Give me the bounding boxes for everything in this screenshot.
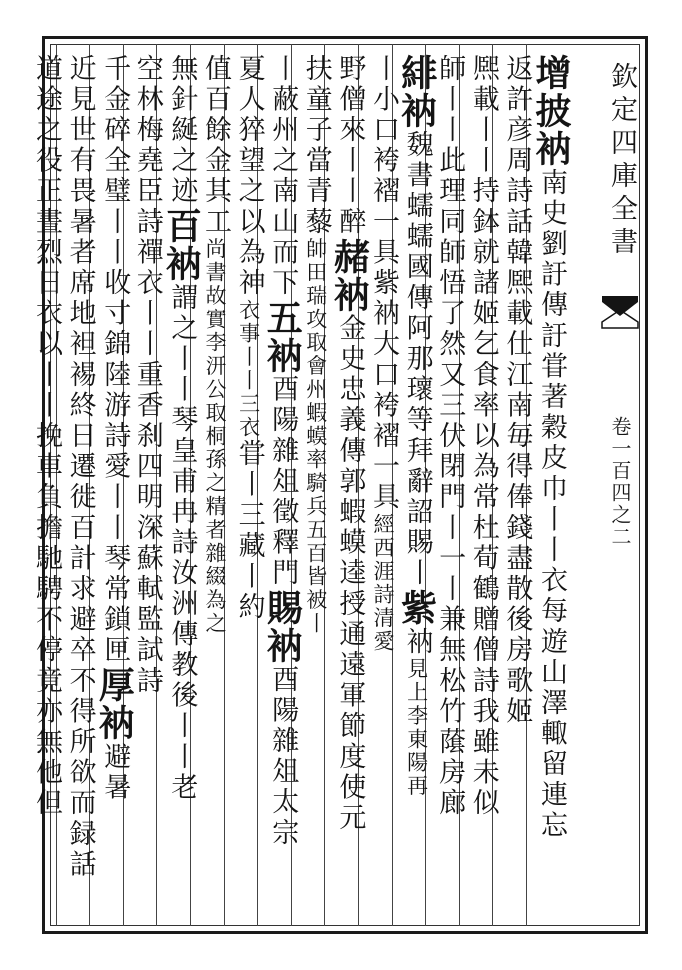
body-text: 值百餘金其工 [200,54,231,238]
book-title: 欽定四庫全書 [606,62,637,260]
entry-heading: 厚衲 [93,666,136,742]
body-text: 南史劉訏傳訏甞著穀皮巾丨丨衣每遊山澤輙留連忘 [536,168,567,842]
fishtail-mark-icon [600,292,640,332]
entry-heading: 赭衲 [328,237,371,314]
body-text: 酉陽雜俎太宗 [267,665,299,849]
entry-heading: 五衲 [261,298,304,375]
body-text: 空林梅堯臣詩禪衣丨丨重香刹四明深蘇軾監試詩 [131,54,163,697]
body-text: 避暑 [99,742,131,804]
entry-heading: 百衲 [160,207,203,283]
body-text: 録話 [64,819,96,881]
body-text: 師丨丨此理同師悟了然又三伏閉門丨一丨兼無松竹䕃房廊 [434,54,466,819]
text-column [24,54,69,914]
annotation-text: 尚書故實李汧公取桐孫之精者雜綴為之 [203,237,227,636]
annotation-text: 見上李東陽再 [404,657,429,799]
body-text: 夏人猝望之以為神 [233,54,265,299]
body-text: 返許彦周詩話韓熈載仕江南毎得俸錢盡散後房歌姬 [501,54,533,728]
body-text: 道途之役正晝烈日衣以丨丨挽車負擔馳騁不停竟亦無他但 [31,54,62,819]
body-text: 無針綖之迹 [166,54,198,207]
body-text: 魏書蠕蠕國傳阿那瓌等拜辭詔賜丨 [401,130,433,589]
entry-heading: 紫 [395,589,438,627]
body-text: 熈載丨丨持鉢就諸姬乞食率以為常杜荀鶴贈僧詩我雖未似 [467,54,499,819]
volume-label: 卷一百四之二 [608,416,632,548]
body-text: 酉陽雜俎徵釋門 [267,374,299,590]
annotation-text: 帥田瑞攻取會州蝦蟆率騎兵五百皆被丨 [303,237,328,636]
body-text: 謂之丨丨琴皇甫冉詩汝洲傳教後丨丨老 [166,283,198,804]
body-text: 近見世有畏暑者席地袒裼終日遷徙百計求避卒不得所欲而 [64,54,96,819]
body-text: 甞丨三藏丨約 [233,439,265,623]
body-text: 衲 [401,627,433,658]
body-text: 扶童子當青藜 [300,54,332,238]
annotation-text: 衣事丨丨三衣 [236,298,261,440]
body-text: 千金碎全璧丨丨收寸錦陸游詩愛丨丨琴常鎖匣 [99,54,131,666]
annotation-text: 經西涯詩清愛 [371,513,395,654]
entry-heading: 增披衲 [530,54,572,168]
entry-heading: 緋衲 [395,54,438,130]
body-text: 野僧來丨丨醉 [334,54,366,238]
body-text: 金史忠義傳郭蝦蟆逵授通遠軍節度使元 [334,313,366,834]
body-text: 丨蔽州之南山而下 [267,54,299,299]
body-text: 丨小口袴褶一具紫衲大口袴褶一具 [368,54,399,513]
entry-heading: 賜衲 [261,589,304,666]
